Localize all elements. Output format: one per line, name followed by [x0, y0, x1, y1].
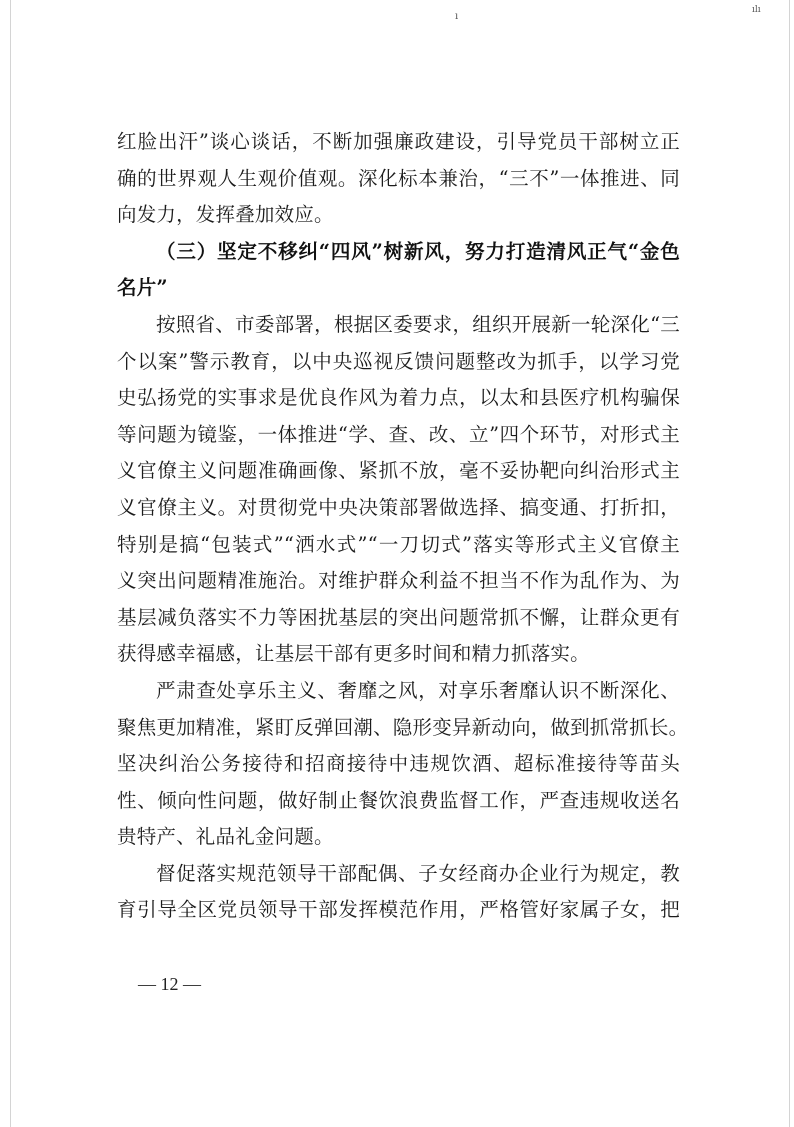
- text-line: 特别是搞“包装式”“洒水式”“一刀切式”落实等形式主义官僚主: [117, 532, 680, 556]
- heading-line: 名片”: [117, 276, 168, 300]
- text-line: 坚决纠治公务接待和招商接待中违规饮酒、超标准接待等苗头: [117, 752, 680, 776]
- text-line: 严肃查处享乐主义、奢靡之风，对享乐奢靡认识不断深化、: [156, 678, 680, 702]
- text-line: 确的世界观人生观价值观。深化标本兼治，“三不”一体推进、同: [117, 166, 680, 190]
- scan-artifact-corner: ılı: [752, 5, 761, 15]
- text-line: 性、倾向性问题，做好制止餐饮浪费监督工作，严查违规收送名: [117, 788, 680, 812]
- paragraph-family-business: [117, 856, 680, 929]
- page-number: — 12 —: [138, 974, 201, 994]
- text-line: 基层减负落实不力等困扰基层的突出问题常抓不懈，让群众更有: [117, 605, 680, 629]
- section-heading-continued: [117, 270, 680, 307]
- text-line: 获得感幸福感，让基层干部有更多时间和精力抓落实。: [117, 642, 590, 666]
- text-line: 聚焦更加精准，紧盯反弹回潮、隐形变异新动向，做到抓常抓长。: [117, 715, 689, 739]
- text-line: 育引导全区党员领导干部发挥模范作用，严格管好家属子女，把: [117, 898, 680, 922]
- text-line: 贵特产、礼品礼金问题。: [117, 825, 334, 849]
- paragraph-hedonism: [117, 673, 689, 856]
- text-line: 义突出问题精准施治。对维护群众利益不担当不作为乱作为、为: [117, 569, 680, 593]
- heading-line: （三）坚定不移纠“四风”树新风，努力打造清风正气“金色: [156, 239, 680, 263]
- text-line: 红脸出汗”谈心谈话，不断加强廉政建设，引导党员干部树立正: [117, 130, 680, 153]
- scan-artifact-top: ı: [455, 11, 459, 22]
- paragraph-four-winds: [117, 307, 680, 673]
- text-line: 个以案”警示教育，以中央巡视反馈问题整改为抓手，以学习党: [117, 349, 680, 373]
- scan-right-edge: [789, 0, 790, 1127]
- text-line: 史弘扬党的实事求是优良作风为着力点，以太和县医疗机构骗保: [117, 386, 680, 410]
- text-line: 等问题为镜鉴，一体推进“学、查、改、立”四个环节，对形式主: [117, 422, 680, 446]
- text-line: 按照省、市委部署，根据区委要求，组织开展新一轮深化“三: [156, 312, 680, 336]
- text-line: 义官僚主义。对贯彻党中央决策部署做选择、搞变通、打折扣，: [117, 495, 680, 519]
- section-heading: [117, 234, 680, 271]
- paragraph-continuation: [117, 124, 680, 234]
- scan-left-edge: [10, 0, 11, 1127]
- text-line: 向发力，发挥叠加效应。: [117, 203, 334, 227]
- document-body: [117, 124, 689, 929]
- text-line: 督促落实规范领导干部配偶、子女经商办企业行为规定，教: [156, 861, 680, 885]
- text-line: 义官僚主义问题准确画像、紧抓不放，毫不妥协靶向纠治形式主: [117, 459, 680, 483]
